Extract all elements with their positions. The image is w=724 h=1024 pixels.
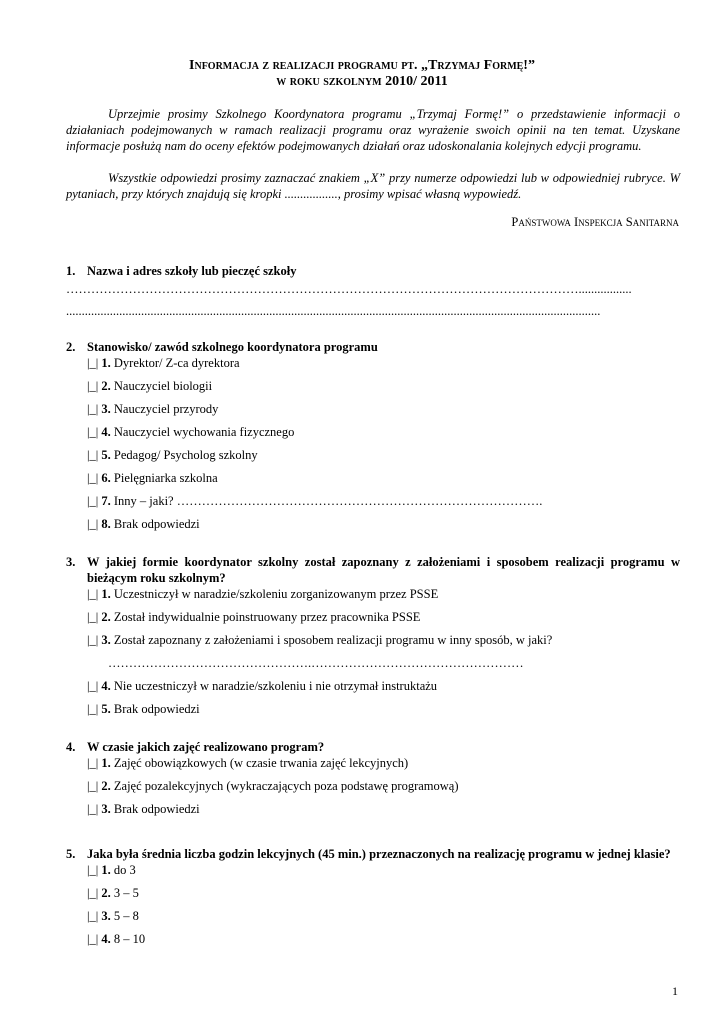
checkbox[interactable]: |_|	[87, 494, 99, 508]
option-label: 3 – 5	[113, 886, 139, 900]
option-number: 4.	[101, 679, 111, 693]
option-number: 2.	[101, 379, 111, 393]
checkbox[interactable]: |_|	[87, 679, 99, 693]
option-label: Zajęć obowiązkowych (w czasie trwania zajęć lekcyjnych)	[113, 756, 409, 770]
option-label: Uczestniczył w naradzie/szkoleniu zorganizowanym przez PSSE	[113, 587, 439, 601]
option-number: 3.	[101, 633, 111, 647]
question-text: Stanowisko/ zawód szkolnego koordynatora programu	[87, 340, 378, 354]
question-3	[66, 554, 680, 724]
checkbox[interactable]: |_|	[87, 932, 99, 946]
option-number: 7.	[101, 494, 111, 508]
option-label: Inny – jaki? …………………………………………………………………………….	[113, 494, 543, 508]
answer-option	[87, 885, 680, 908]
option-label: Nauczyciel wychowania fizycznego	[113, 425, 295, 439]
answer-option	[87, 609, 680, 632]
answer-option	[87, 586, 680, 609]
answer-option	[87, 862, 680, 885]
signature: Państwowa Inspekcja Sanitarna	[511, 215, 679, 229]
option-number: 2.	[101, 779, 111, 793]
question-text: Jaka była średnia liczba godzin lekcyjnych (45 min.) przeznaczonych na realizację programu w jednej klasie?	[87, 847, 671, 861]
option-number: 1.	[101, 756, 111, 770]
option-label: Został indywidualnie poinstruowany przez pracownika PSSE	[113, 610, 421, 624]
checkbox[interactable]: |_|	[87, 802, 99, 816]
checkbox[interactable]: |_|	[87, 356, 99, 370]
question-number: 5.	[66, 847, 76, 861]
option-label: 8 – 10	[113, 932, 146, 946]
option-number: 1.	[101, 587, 111, 601]
intro-paragraph-2	[66, 170, 680, 202]
question-4	[66, 739, 680, 824]
option-number: 6.	[101, 471, 111, 485]
answer-option	[87, 516, 680, 539]
answer-option	[87, 701, 680, 724]
option-list-after	[87, 678, 680, 724]
question-text: W jakiej formie koordynator szkolny został zapoznany z założeniami i sposobem realizacji programu w bieżącym roku szkolnym?	[87, 555, 680, 585]
option-list	[87, 862, 680, 954]
question-2	[66, 339, 680, 539]
option-number: 1.	[101, 863, 111, 877]
option-label: Nie uczestniczył w naradzie/szkoleniu i nie otrzymał instruktażu	[113, 679, 438, 693]
checkbox[interactable]: |_|	[87, 402, 99, 416]
answer-option	[87, 778, 680, 801]
checkbox[interactable]: |_|	[87, 633, 99, 647]
option-label: Pielęgniarka szkolna	[113, 471, 218, 485]
option-number: 2.	[101, 610, 111, 624]
answer-option	[87, 355, 680, 378]
option-label: 5 – 8	[113, 909, 139, 923]
option-number: 8.	[101, 517, 111, 531]
answer-option	[87, 931, 680, 954]
checkbox[interactable]: |_|	[87, 587, 99, 601]
answer-line-1[interactable]: …………………………………………………………………………………………………………….................	[66, 282, 632, 296]
checkbox[interactable]: |_|	[87, 886, 99, 900]
checkbox[interactable]: |_|	[87, 425, 99, 439]
option-label: Brak odpowiedzi	[113, 702, 200, 716]
question-number: 1.	[66, 264, 76, 278]
question-1	[66, 263, 680, 279]
checkbox[interactable]: |_|	[87, 863, 99, 877]
option-number: 5.	[101, 448, 111, 462]
answer-line-2[interactable]: ...........................................................................................................................................................................	[66, 304, 601, 318]
checkbox[interactable]: |_|	[87, 448, 99, 462]
checkbox[interactable]: |_|	[87, 702, 99, 716]
page-number: 1	[672, 984, 678, 998]
question-text: W czasie jakich zajęć realizowano program?	[87, 740, 325, 754]
answer-option	[87, 401, 680, 424]
option-label: Brak odpowiedzi	[113, 802, 200, 816]
answer-fill-line[interactable]: ………………………………………….……………………………………………	[108, 656, 524, 670]
answer-option	[87, 801, 680, 824]
option-number: 4.	[101, 425, 111, 439]
answer-option	[87, 493, 680, 516]
answer-option	[87, 908, 680, 931]
option-label: Dyrektor/ Z-ca dyrektora	[113, 356, 240, 370]
answer-option	[87, 632, 680, 655]
answer-option	[87, 678, 680, 701]
question-number: 3.	[66, 555, 76, 569]
option-list	[87, 755, 680, 824]
option-label: Nauczyciel przyrody	[113, 402, 219, 416]
answer-option	[87, 755, 680, 778]
intro-paragraph-1	[66, 106, 680, 154]
option-list	[87, 355, 680, 539]
option-number: 1.	[101, 356, 111, 370]
checkbox[interactable]: |_|	[87, 379, 99, 393]
answer-option	[87, 424, 680, 447]
checkbox[interactable]: |_|	[87, 517, 99, 531]
answer-option	[87, 470, 680, 493]
option-label: do 3	[113, 863, 136, 877]
checkbox[interactable]: |_|	[87, 779, 99, 793]
intro-text-2: Wszystkie odpowiedzi prosimy zaznaczać znakiem „X” przy numerze odpowiedzi lub w odpowiedniej rubryce. W pytaniach, przy których znajdują się kropki ................., prosimy wpisać własną wypowiedź.	[66, 171, 680, 201]
question-number: 4.	[66, 740, 76, 754]
document-subtitle: w roku szkolnym 2010/ 2011	[276, 74, 448, 89]
question-text: Nazwa i adres szkoły lub pieczęć szkoły	[87, 264, 297, 278]
option-label: Pedagog/ Psycholog szkolny	[113, 448, 258, 462]
option-label: Nauczyciel biologii	[113, 379, 213, 393]
option-number: 3.	[101, 402, 111, 416]
question-5	[66, 846, 680, 954]
document-title: Informacja z realizacji programu pt. „Trzymaj Formę!”	[189, 58, 535, 73]
checkbox[interactable]: |_|	[87, 909, 99, 923]
checkbox[interactable]: |_|	[87, 471, 99, 485]
answer-option	[87, 447, 680, 470]
checkbox[interactable]: |_|	[87, 756, 99, 770]
option-label: Został zapoznany z założeniami i sposobem realizacji programu w inny sposób, w jaki?	[113, 633, 553, 647]
option-list	[87, 586, 680, 655]
option-number: 3.	[101, 802, 111, 816]
question-number: 2.	[66, 340, 76, 354]
intro-text-1: Uprzejmie prosimy Szkolnego Koordynatora programu „Trzymaj Formę!” o przedstawienie informacji o działaniach podejmowanych w ramach realizacji programu oraz wyrażenie swoich opinii na ten temat. Uzyskane informacje posłużą nam do oceny efektów podejmowanych działań oraz udoskonalania kolejnych edycji programu.	[66, 107, 680, 153]
option-label: Zajęć pozalekcyjnych (wykraczających poza podstawę programową)	[113, 779, 459, 793]
answer-option	[87, 378, 680, 401]
option-number: 2.	[101, 886, 111, 900]
checkbox[interactable]: |_|	[87, 610, 99, 624]
option-number: 3.	[101, 909, 111, 923]
option-label: Brak odpowiedzi	[113, 517, 200, 531]
option-number: 5.	[101, 702, 111, 716]
option-number: 4.	[101, 932, 111, 946]
